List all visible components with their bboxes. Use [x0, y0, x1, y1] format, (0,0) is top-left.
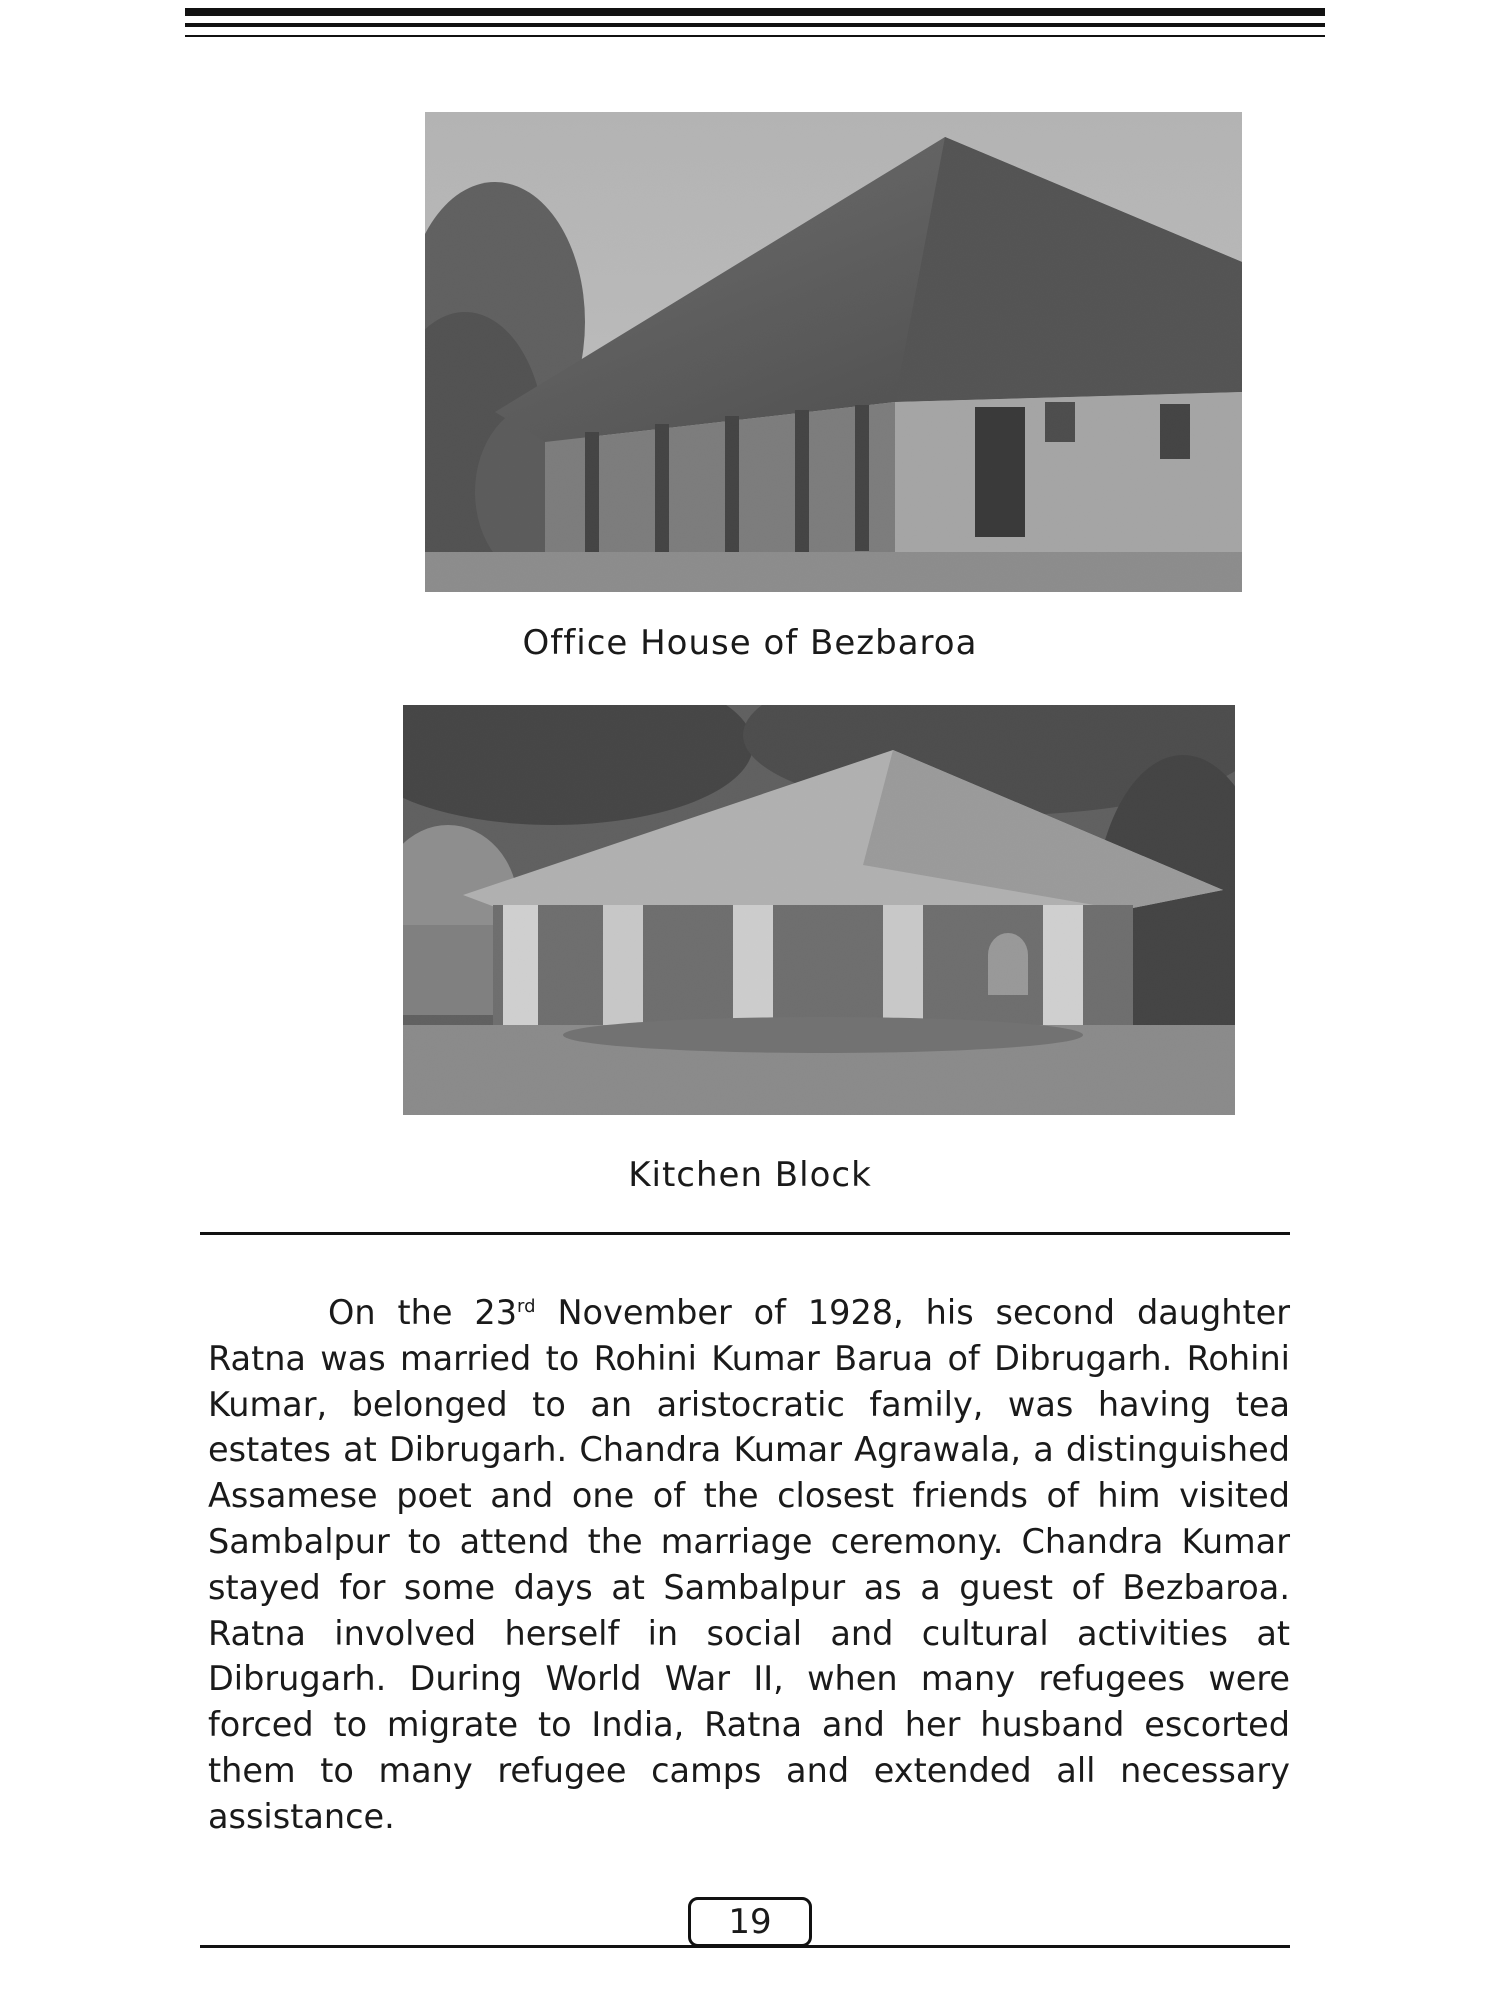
footer-rule [200, 1945, 1290, 1948]
kitchen-block-caption: Kitchen Block [628, 1155, 872, 1195]
ordinal-superscript: rd [517, 1295, 536, 1317]
body-paragraph [208, 1290, 1290, 1840]
header-rule-thick [185, 8, 1325, 16]
office-house-photo [425, 112, 1242, 592]
paragraph-text: November of 1928, his second daughter Ratna was married to Rohini Kumar Barua of Dibrugarh. Rohini Kumar, belonged to an aristocratic family, was having tea estates at Dibrugarh. Chandra Kumar Agrawala, a distinguished Assamese poet and one of the closest friends of him visited Sambalpur to attend the marriage ceremony. Chandra Kumar stayed for some days at Sambalpur as a guest of Bezbaroa. Ratna involved herself in social and cultural activities at Dibrugarh. During World War II, when many refugees were forced to migrate to India, Ratna and her husband escorted them to many refugee camps and extended all necessary assistance. [208, 1293, 1290, 1836]
paragraph-lead: On the 23 [328, 1293, 518, 1332]
office-house-caption: Office House of Bezbaroa [522, 623, 978, 663]
header-rule-mid [185, 23, 1325, 27]
kitchen-block-photo [403, 705, 1235, 1115]
section-divider [200, 1232, 1290, 1235]
page-number: 19 [688, 1897, 812, 1947]
header-rule-thin [185, 35, 1325, 37]
